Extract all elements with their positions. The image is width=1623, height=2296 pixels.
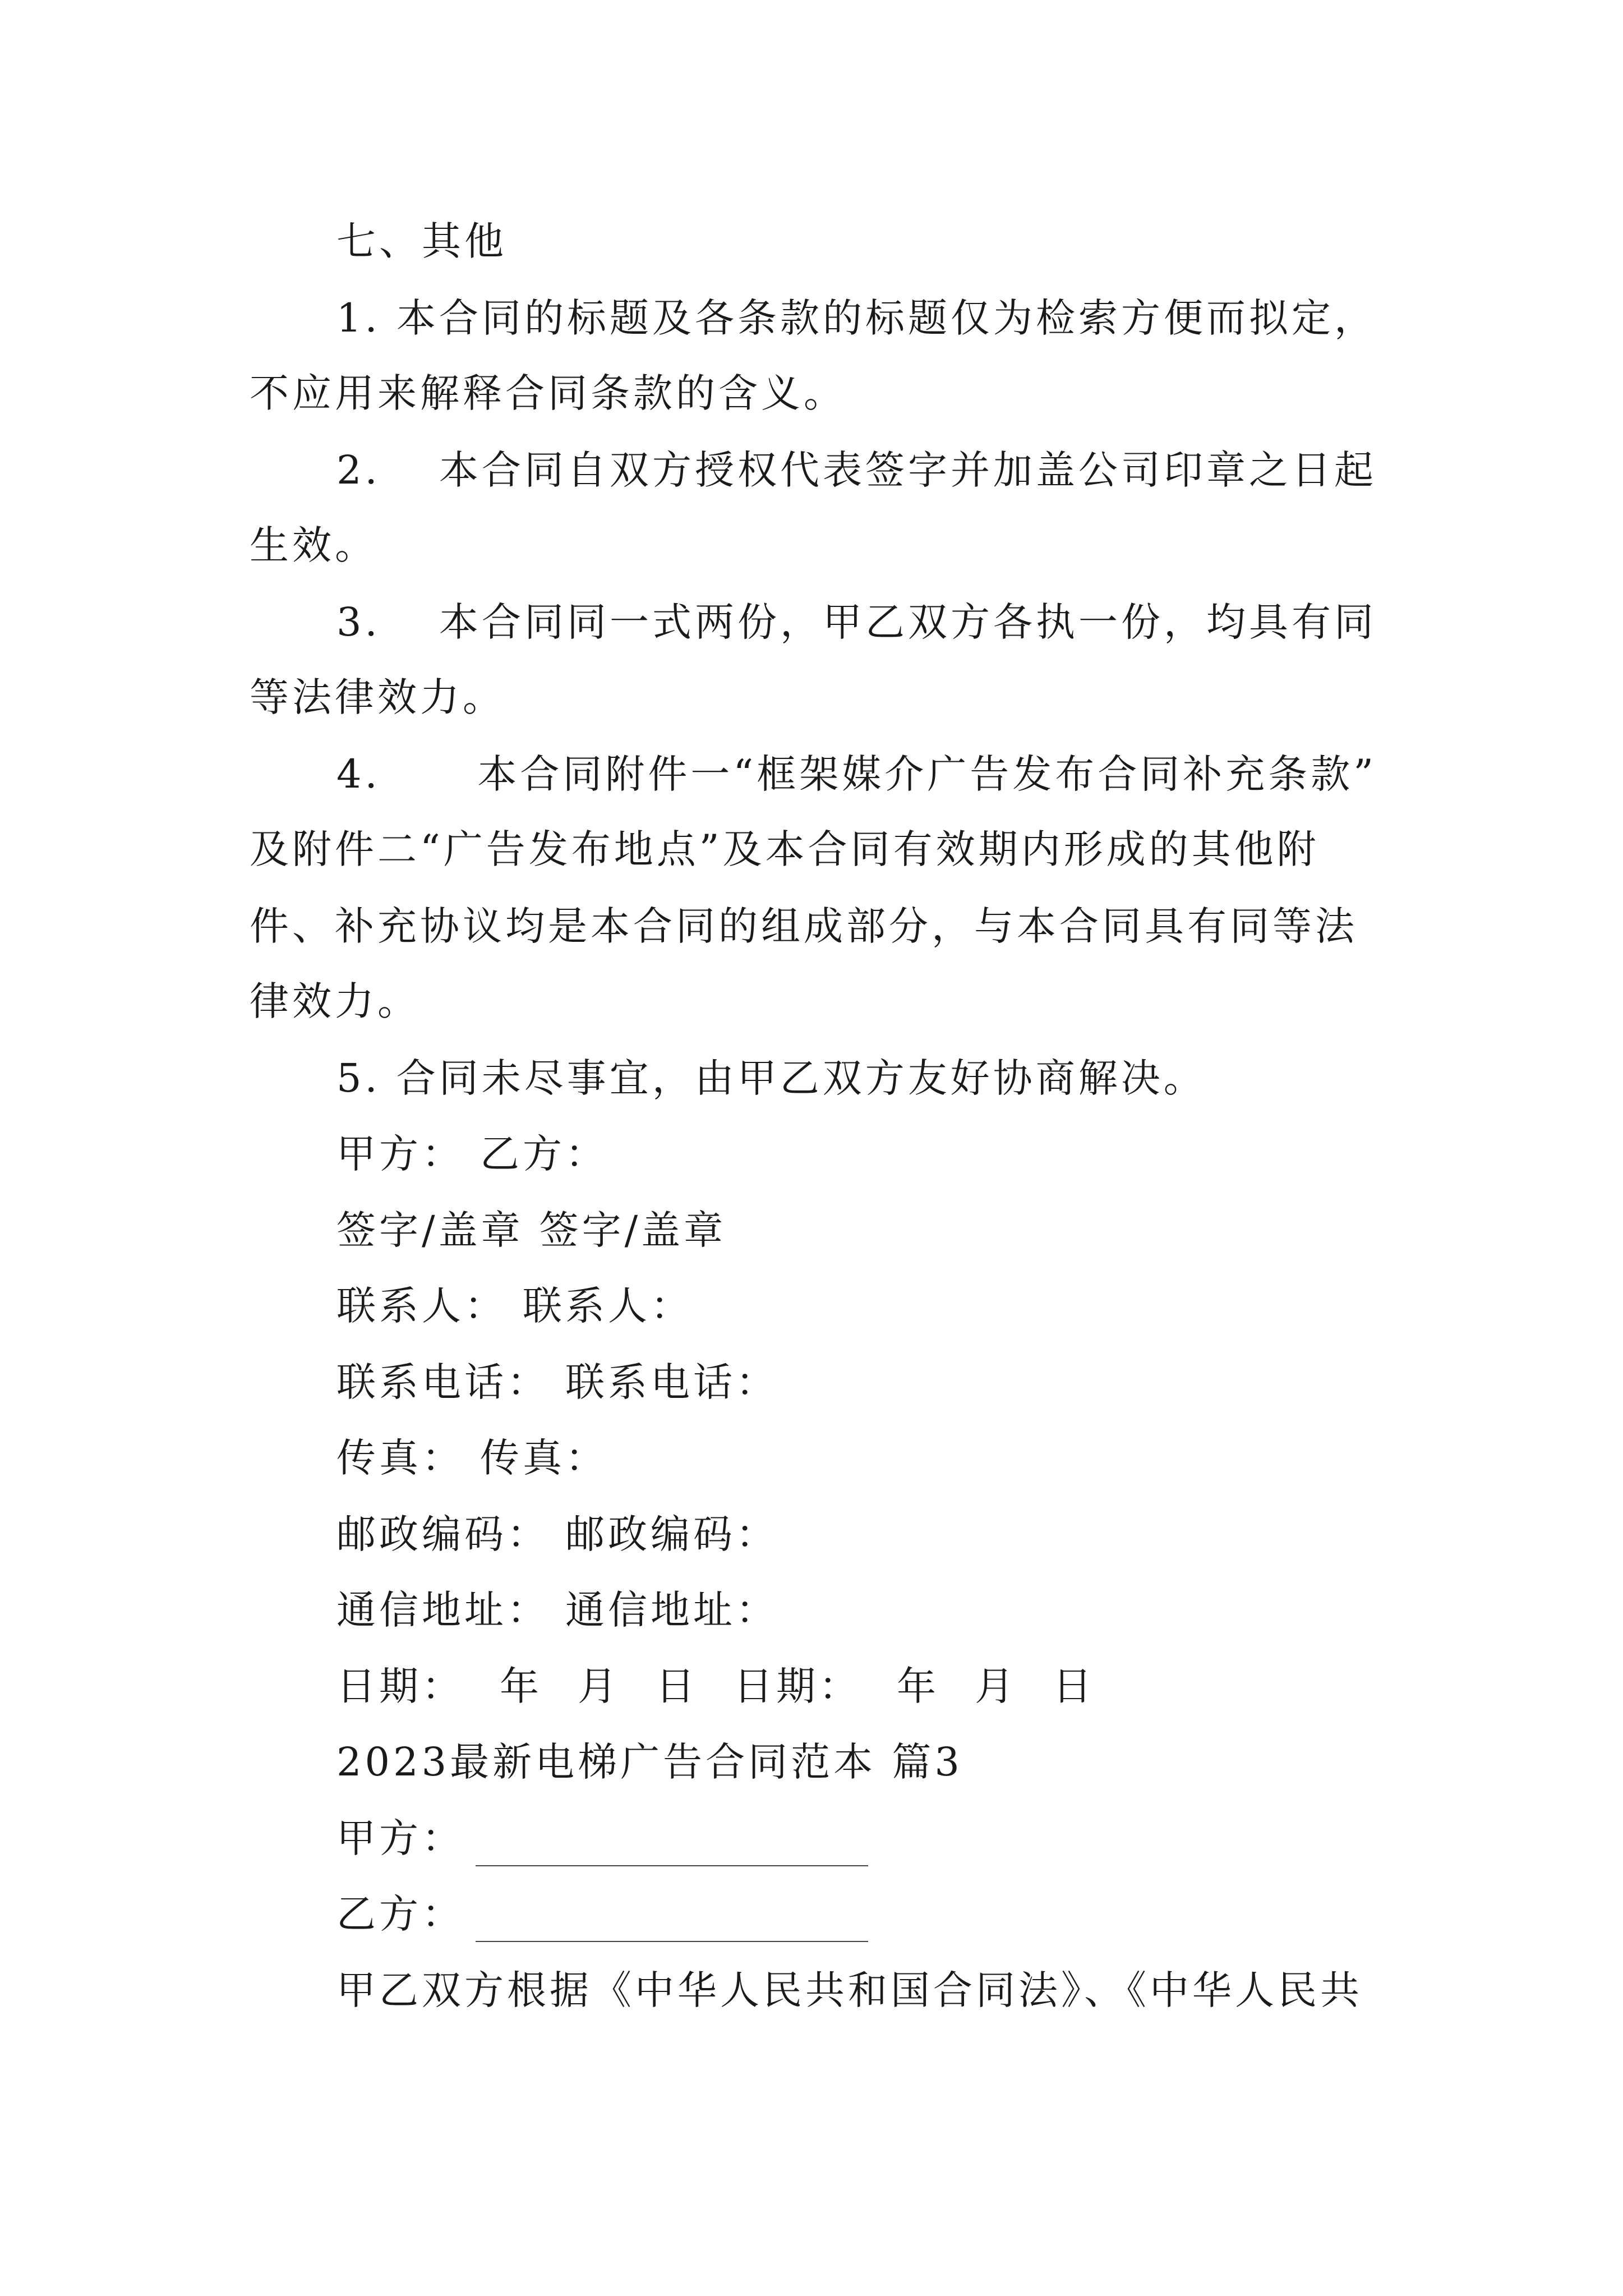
postcode-b-label: 邮政编码： — [565, 1511, 778, 1557]
clause-5-line-1 — [336, 1050, 1206, 1106]
contact-b-label: 联系人： — [523, 1283, 693, 1329]
clause-5-number: 5. — [336, 1055, 381, 1101]
clause-4-number: 4. — [336, 751, 381, 797]
clause-2-number: 2. — [336, 447, 381, 493]
party-a-blank-line — [476, 1826, 868, 1866]
sign-b-label: 签字/盖章 — [539, 1207, 727, 1253]
date-a-label: 日期： — [336, 1663, 464, 1709]
clause-1-number: 1. — [336, 295, 381, 341]
date-a-year: 年 — [500, 1663, 542, 1709]
clause-2-line-1 — [336, 442, 1377, 498]
party-b-blank-line — [476, 1902, 868, 1942]
contact-a-label: 联系人： — [336, 1283, 507, 1329]
fax-row — [336, 1430, 608, 1486]
clause-4-line-1 — [336, 746, 1377, 802]
next-section-title: 2023最新电梯广告合同范本 篇3 — [336, 1739, 963, 1785]
address-b-label: 通信地址： — [565, 1587, 778, 1633]
next-party-a-label: 甲方： — [336, 1815, 464, 1861]
next-party-b-row — [336, 1886, 868, 1942]
address-a-label: 通信地址： — [336, 1587, 550, 1633]
phone-a-label: 联系电话： — [336, 1359, 550, 1405]
phone-b-label: 联系电话： — [565, 1359, 778, 1405]
clause-4-text: 本合同附件一“框架媒介广告发布合同补充条款” — [477, 751, 1377, 797]
party-b-label: 乙方： — [480, 1131, 608, 1177]
address-row — [336, 1582, 778, 1638]
sign-row — [336, 1202, 726, 1258]
clause-1-line-1 — [336, 290, 1377, 346]
clause-3-line-2: 等法律效力。 — [250, 674, 505, 720]
clause-3-line-1 — [336, 594, 1377, 650]
postcode-row — [336, 1506, 778, 1562]
clause-4-line-2: 及附件二“广告发布地点”及本合同有效期内形成的其他附 — [250, 826, 1320, 872]
postcode-a-label: 邮政编码： — [336, 1511, 550, 1557]
clause-4-line-3: 件、补充协议均是本合同的组成部分，与本合同具有同等法 — [250, 903, 1358, 949]
contact-row — [336, 1278, 693, 1334]
phone-row — [336, 1354, 778, 1410]
date-a-month: 月 — [578, 1663, 620, 1709]
date-b-year: 年 — [897, 1663, 939, 1709]
fax-a-label: 传真： — [336, 1435, 464, 1481]
sign-a-label: 签字/盖章 — [336, 1207, 524, 1253]
date-b-month: 月 — [975, 1663, 1017, 1709]
clause-1-text: 本合同的标题及各条款的标题仅为检索方便而拟定， — [396, 295, 1377, 341]
clause-3-number: 3. — [336, 599, 381, 645]
date-b-day: 日 — [1053, 1663, 1095, 1709]
date-row — [336, 1658, 1095, 1714]
clause-4-line-4: 律效力。 — [250, 978, 420, 1024]
clause-3-text: 本合同同一式两份，甲乙双方各执一份，均具有同 — [439, 599, 1377, 645]
next-intro-line: 甲乙双方根据《中华人民共和国合同法》、《中华人民共 — [336, 1967, 1363, 2013]
date-b-label: 日期： — [734, 1663, 861, 1709]
next-party-b-label: 乙方： — [336, 1891, 464, 1937]
clause-2-text: 本合同自双方授权代表签字并加盖公司印章之日起 — [439, 447, 1377, 493]
fax-b-label: 传真： — [480, 1435, 608, 1481]
party-row — [336, 1126, 608, 1182]
section-heading: 七、其他 — [336, 218, 507, 264]
clause-1-line-2: 不应用来解释合同条款的含义。 — [250, 370, 846, 416]
next-party-a-row — [336, 1810, 868, 1866]
clause-5-text: 合同未尽事宜，由甲乙双方友好协商解决。 — [396, 1055, 1206, 1101]
party-a-label: 甲方： — [336, 1131, 464, 1177]
clause-2-line-2: 生效。 — [250, 522, 377, 568]
date-a-day: 日 — [656, 1663, 698, 1709]
